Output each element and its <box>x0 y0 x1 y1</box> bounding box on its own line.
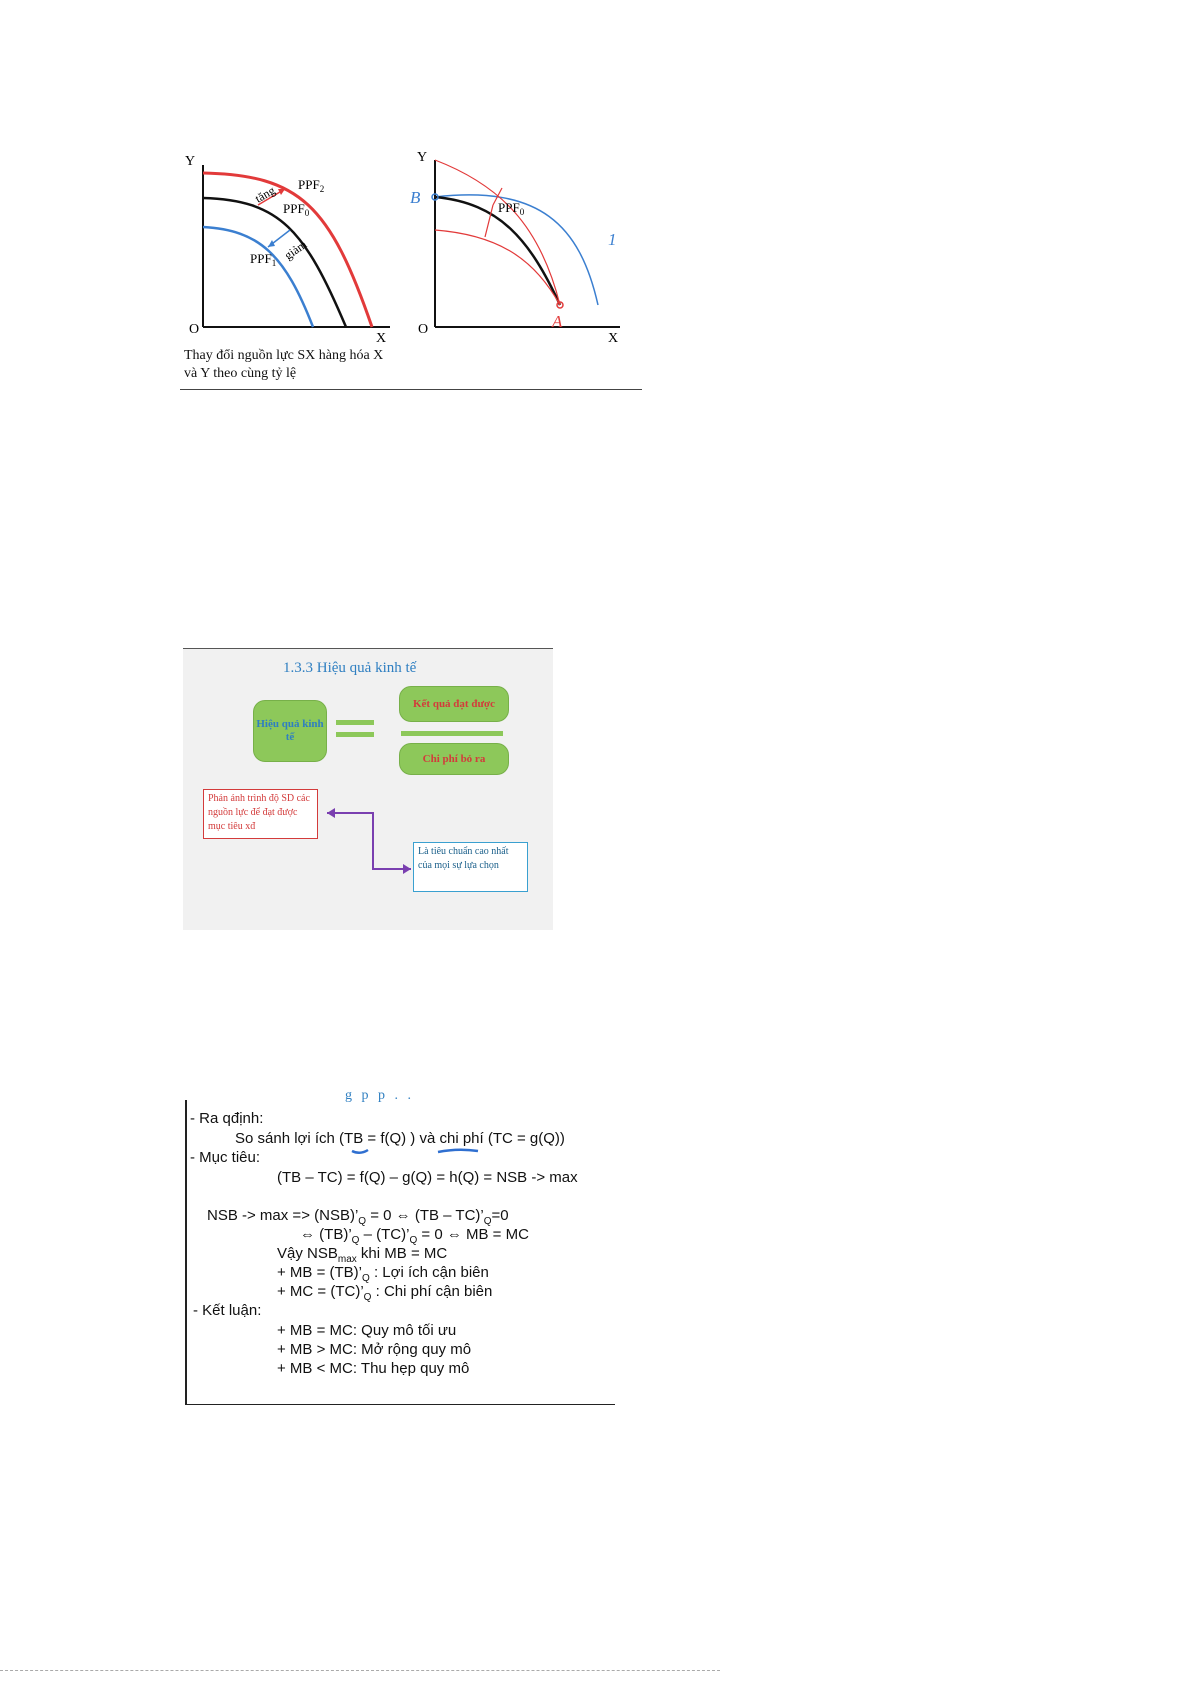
compare-line: So sánh lợi ích (TB = f(Q) ) và chi phí (TC = g(Q)) <box>235 1130 565 1147</box>
conclusion-narrow: + MB < MC: Thu hẹp quy mô <box>277 1360 470 1377</box>
decision-heading: - Ra qđịnh: <box>190 1110 264 1127</box>
ppf-figure <box>180 145 642 390</box>
result-pill: Kết quả đạt được <box>399 686 509 722</box>
increase-label: tăng <box>252 183 278 206</box>
fig1-caption-line1: Thay đổi nguồn lực SX hàng hóa X <box>184 348 384 363</box>
left-origin-label: O <box>189 322 200 337</box>
mark-a: A <box>552 312 563 331</box>
connector-arrow-right <box>403 864 411 874</box>
highest-standard-box: Là tiêu chuẩn cao nhất của mọi sự lựa chọn <box>413 842 528 892</box>
fig3-left-border <box>185 1100 187 1405</box>
nsb-max-line: NSB -> $\max => (NSB)’_Q = 0$ ⇔ $(TB - TC)’_Q=0$ <box>207 1207 509 1227</box>
nsb-max-conclusion: Vậy $NSB_{max}$ khi MB = MC <box>277 1245 448 1265</box>
connector-arrow-left <box>327 808 335 818</box>
nsb-derivation <box>185 1088 615 1405</box>
reflects-box: Phản ánh trình độ SD các nguồn lực để đạt được mục tiêu xđ <box>203 789 318 839</box>
purple-connector <box>327 813 411 869</box>
left-axis-x-label: X <box>376 331 387 346</box>
economic-efficiency-slide <box>183 648 553 930</box>
page-bottom-rule <box>0 1670 720 1671</box>
ppf-left-chart <box>185 154 390 346</box>
mark-b: B <box>410 188 421 207</box>
slide-title: 1.3.3 Hiệu quả kinh tế <box>283 660 417 676</box>
right-axis-y-label: Y <box>417 150 428 165</box>
equals-bar-bottom <box>336 732 374 737</box>
right-origin-label: O <box>418 322 429 337</box>
right-ppf0-label: $PPF_0$ <box>498 200 525 217</box>
fraction-bar <box>401 731 503 736</box>
left-axis-y-label: Y <box>185 154 196 169</box>
fig1-caption-line2: và Y theo cùng tỷ lệ <box>184 366 297 381</box>
goal-equation: (TB – TC) = f(Q) – g(Q) = h(Q) = NSB -> max <box>277 1169 578 1186</box>
fig1-bottom-rule <box>180 389 642 390</box>
ppf0-label: $PPF_0$ <box>283 201 310 218</box>
equals-bar-top <box>336 720 374 725</box>
conclusion-optimal: + MB = MC: Quy mô tối ưu <box>277 1322 457 1339</box>
conclusion-heading: - Kết luận: <box>193 1302 262 1319</box>
right-axis-x-label: X <box>608 331 619 346</box>
blue-underline-marks <box>350 1146 510 1156</box>
conclusion-expand: + MB > MC: Mở rộng quy mô <box>277 1341 472 1358</box>
decrease-label: giảm <box>281 237 310 263</box>
goal-heading: - Mục tiêu: <box>190 1149 261 1166</box>
cost-pill: Chi phí bỏ ra <box>399 743 509 775</box>
fig3-bottom-border <box>185 1404 615 1405</box>
efficiency-pill: Hiệu quả kinh tế <box>253 700 327 762</box>
right-down-arrow <box>485 205 493 237</box>
cropped-heading: g p p . . <box>345 1088 414 1103</box>
mb-definition: + MB = $(TB)’_Q$ : Lợi ích cận biên <box>277 1264 489 1284</box>
ppf2-label: $PPF_2$ <box>298 177 325 194</box>
ppf-diagrams <box>180 145 642 355</box>
equivalence-line: ⇔ $(TB)’_Q$ – $(TC)’_Q = 0$ ⇔ MB = MC <box>300 1226 529 1246</box>
ppf1-label: $PPF_1$ <box>250 251 277 268</box>
mark-1: 1 <box>608 230 617 249</box>
ppf-right-chart <box>410 150 620 346</box>
mc-definition: + MC = $(TC)’_Q$ : Chi phí cận biên <box>277 1283 493 1303</box>
